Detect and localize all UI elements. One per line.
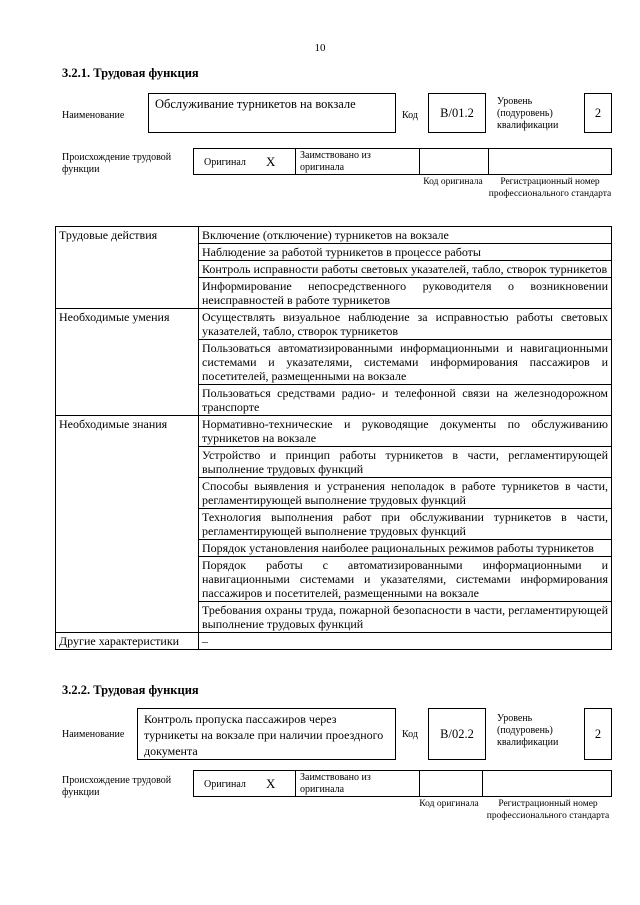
table-row <box>56 309 612 340</box>
function-name-box <box>148 93 396 133</box>
function-details-table <box>55 226 612 650</box>
original-mark: X <box>266 154 276 169</box>
code-box <box>428 708 486 760</box>
function-name-value: Обслуживание турникетов на вокзале <box>155 97 356 111</box>
row-header-skills: Необходимые умения <box>56 309 199 416</box>
level-box <box>584 93 612 133</box>
origin-label: Происхождение трудовой функции <box>62 152 172 175</box>
knowledge-item: Нормативно-технические и руководящие документы по обслуживанию турникетов на вокзале <box>199 416 612 447</box>
knowledge-item: Способы выявления и устранения неполадок в работе турникетов в части, регламентирующей выполнение трудовых функций <box>199 478 612 509</box>
level-label: Уровень (подуровень) квалификации <box>497 96 559 131</box>
origin-divider <box>482 771 483 796</box>
row-header-actions: Трудовые действия <box>56 227 199 309</box>
knowledge-item: Требования охраны труда, пожарной безопасности в части, регламентирующей выполнение трудовых функций <box>199 602 612 633</box>
level-box <box>584 708 612 760</box>
name-label: Наименование <box>62 110 125 121</box>
table-row <box>56 633 612 650</box>
level-label: Уровень (подуровень) квалификации <box>497 713 559 748</box>
row-header-knowledge: Необходимые знания <box>56 416 199 633</box>
knowledge-item: Технология выполнения работ при обслуживании турникетов в части, регламентирующей выполнение трудовых функций <box>199 509 612 540</box>
skill-item: Осуществлять визуальное наблюдение за исправностью работы световых указателей, табло, створок турникетов <box>199 309 612 340</box>
code-box <box>428 93 486 133</box>
code-value: B/02.2 <box>440 726 474 741</box>
skill-item: Пользоваться автоматизированными информационными и навигационными системами и указателями, системами информирования пассажиров и посетителей, размещенными на вокзале <box>199 340 612 385</box>
knowledge-item: Порядок установления наиболее рациональных режимов работы турникетов <box>199 540 612 557</box>
page-number: 10 <box>314 42 326 54</box>
skill-item: Пользоваться средствами радио- и телефонной связи на железнодорожном транспорте <box>199 385 612 416</box>
action-item: Контроль исправности работы световых указателей, табло, створок турникетов <box>199 261 612 278</box>
action-item: Включение (отключение) турникетов на вокзале <box>199 227 612 244</box>
name-label: Наименование <box>62 729 125 740</box>
code-original-caption: Код оригинала <box>423 177 483 187</box>
knowledge-item: Устройство и принцип работы турникетов в части, регламентирующей выполнение трудовых функций <box>199 447 612 478</box>
function-name-value: Контроль пропуска пассажиров через турникеты на вокзале при наличии проездного документа <box>144 712 384 758</box>
table-row <box>56 227 612 244</box>
borrowed-label: Заимствовано из оригинала <box>300 150 371 173</box>
level-value: 2 <box>594 105 602 120</box>
original-mark: X <box>266 776 276 791</box>
origin-row <box>193 770 612 797</box>
section-title: 3.2.1. Трудовая функция <box>62 66 199 80</box>
reg-number-caption: Регистрационный номер профессионального стандарта <box>488 177 612 199</box>
origin-divider <box>419 149 420 174</box>
origin-divider <box>419 771 420 796</box>
reg-number-caption: Регистрационный номер профессионального стандарта <box>486 799 610 821</box>
code-value: B/01.2 <box>440 105 474 120</box>
other-value: – <box>199 633 612 650</box>
borrowed-label: Заимствовано из оригинала <box>300 772 371 795</box>
origin-divider <box>295 149 296 174</box>
code-label: Код <box>402 729 418 740</box>
original-label: Оригинал <box>204 157 246 168</box>
section-title: 3.2.2. Трудовая функция <box>62 683 199 697</box>
code-label: Код <box>402 110 418 121</box>
origin-row <box>193 148 612 175</box>
table-row <box>56 416 612 447</box>
origin-label: Происхождение трудовой функции <box>62 775 172 798</box>
code-original-caption: Код оригинала <box>419 799 479 809</box>
original-label: Оригинал <box>204 779 246 790</box>
row-header-other: Другие характеристики <box>56 633 199 650</box>
function-name-box <box>137 708 396 760</box>
action-item: Информирование непосредственного руководителя о возникновении неисправностей в работе турникетов <box>199 278 612 309</box>
level-value: 2 <box>594 726 602 741</box>
origin-divider <box>295 771 296 796</box>
origin-divider <box>488 149 489 174</box>
knowledge-item: Порядок работы с автоматизированными информационными и навигационными системами и указателями, системами информирования пассажиров и посетителей, размещенными на вокзале <box>199 557 612 602</box>
action-item: Наблюдение за работой турникетов в процессе работы <box>199 244 612 261</box>
